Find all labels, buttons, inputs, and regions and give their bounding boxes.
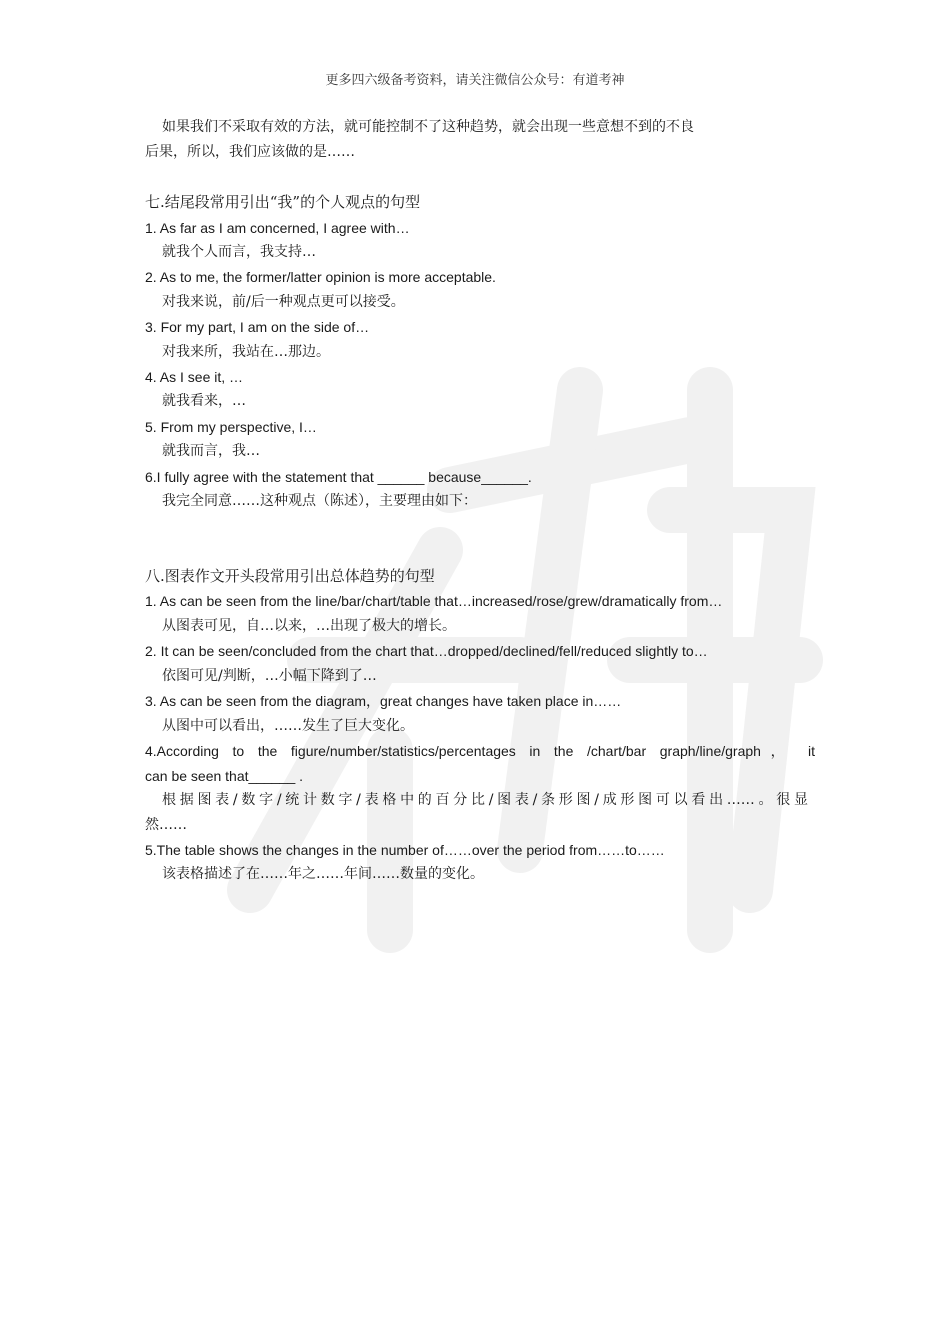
s8-item-4-en-line-2: can be seen that______ . (145, 768, 304, 784)
s7-item-2-en: 2. As to me, the former/latter opinion is more acceptable. (145, 269, 496, 285)
s8-item-2-en: 2. It can be seen/concluded from the chart that…dropped/declined/fell/reduced slightly to… (145, 643, 708, 659)
s7-item-6-zh: 我完全同意……这种观点（陈述），主要理由如下： (162, 493, 477, 509)
s8-item-3-zh: 从图中可以看出，……发生了巨大变化。 (162, 718, 414, 734)
s8-item-5-en: 5.The table shows the changes in the number of……over the period from……to…… (145, 842, 665, 858)
s7-item-3-en: 3. For my part, I am on the side of… (145, 319, 370, 335)
s7-item-4-zh: 就我看来，… (162, 393, 246, 409)
s7-item-2-zh: 对我来说，前/后一种观点更可以接受。 (162, 294, 405, 310)
section-8-title: 八.图表作文开头段常用引出总体趋势的句型 (145, 567, 435, 585)
s8-item-1-en: 1. As can be seen from the line/bar/chart/table that…increased/rose/grew/dramatically from… (145, 593, 723, 609)
s7-item-5-zh: 就我而言，我… (162, 443, 260, 459)
s7-item-4-en: 4. As I see it, … (145, 369, 244, 385)
section-7-title: 七.结尾段常用引出“我”的个人观点的句型 (145, 193, 421, 211)
intro-line-2: 后果，所以，我们应该做的是…… (145, 144, 355, 160)
s7-item-3-zh: 对我来所，我站在…那边。 (162, 344, 330, 360)
page-header: 更多四六级备考资料，请关注微信公众号：有道考神 (325, 73, 625, 88)
s7-item-1-en: 1. As far as I am concerned, I agree with… (145, 220, 410, 236)
s8-item-4-en-line-1: 4.According to the figure/number/statistics/percentages in the /chart/bar graph/line/graph， it (145, 743, 815, 759)
s8-item-3-en: 3. As can be seen from the diagram，great changes have taken place in…… (145, 693, 622, 709)
s8-item-2-zh: 依图可见/判断，…小幅下降到了… (162, 668, 377, 684)
s8-item-4-zh-line-2: 然…… (145, 817, 187, 833)
s7-item-6-en: 6.I fully agree with the statement that ______ because______. (145, 469, 532, 485)
s7-item-1-zh: 就我个人而言，我支持… (162, 244, 316, 260)
s8-item-5-zh: 该表格描述了在……年之……年间……数量的变化。 (162, 866, 484, 882)
s7-item-5-en: 5. From my perspective, I… (145, 419, 317, 435)
s8-item-1-zh: 从图表可见，自…以来，…出现了极大的增长。 (162, 618, 456, 634)
s8-item-4-zh-line-1: 根据图表/数字/统计数字/表格中的百分比/图表/条形图/成形图可以看出……。很显 (162, 792, 808, 808)
intro-line-1: 如果我们不采取有效的方法，就可能控制不了这种趋势，就会出现一些意想不到的不良 (162, 119, 694, 135)
